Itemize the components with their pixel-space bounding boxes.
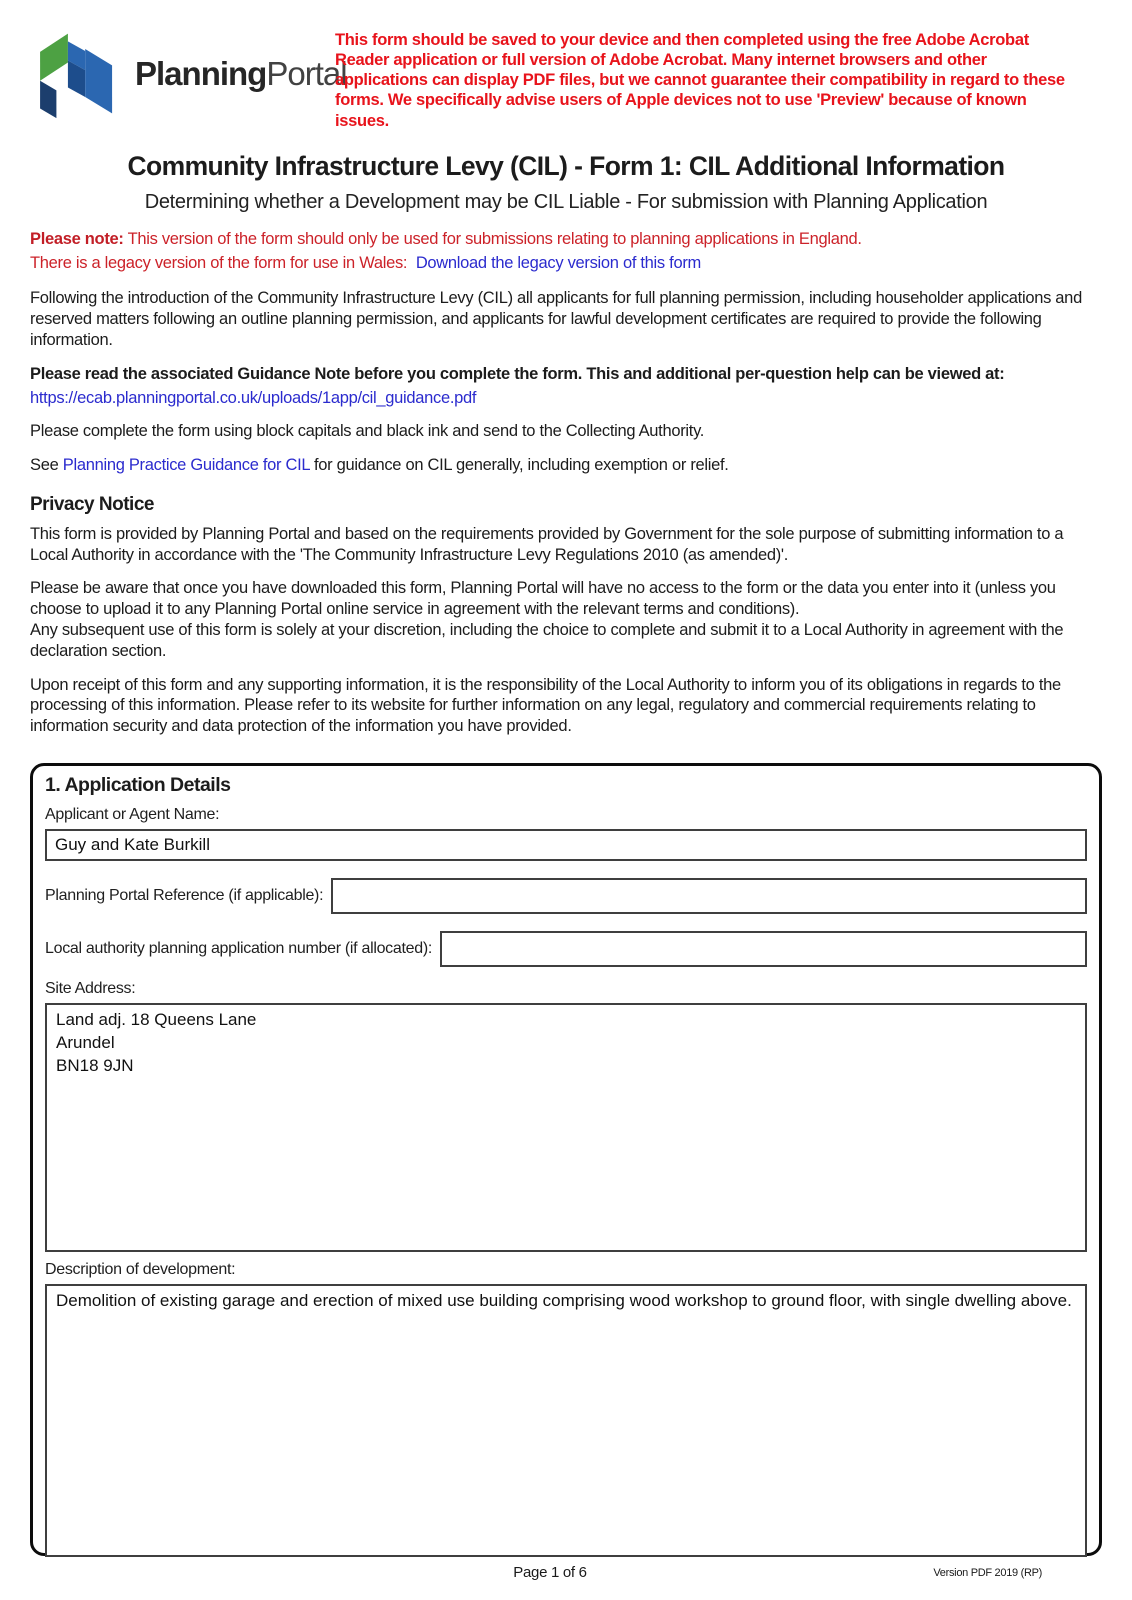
intro-copy — [30, 288, 1100, 736]
privacy-paragraph-2 — [30, 578, 1100, 661]
site-address-textarea[interactable] — [45, 1003, 1087, 1252]
planning-portal-logo — [35, 26, 347, 122]
please-note-line2 — [30, 252, 1102, 276]
privacy-p2-line1: Please be aware that once you have downloaded this form, Planning Portal will have no access to the form or the data you enter into it (unless you choose to upload it to any Planning Portal online service in agreement with the relevant terms and conditions). — [30, 579, 1056, 619]
site-address-label: Site Address: — [45, 980, 136, 997]
pp-reference-label: Planning Portal Reference (if applicable): — [45, 887, 324, 904]
block-capitals-text: Please complete the form using block capitals and black ink and send to the Collecting Authority. — [30, 422, 705, 441]
privacy-paragraph-3: Upon receipt of this form and any supporting information, it is the responsibility of the Local Authority to inform you of its obligations in regards to the processing of this information. Please refer to its website for further information on any legal, regulatory and commercial requirements relating to information security and data protection of the information you have provided. — [30, 675, 1061, 736]
please-note-label: Please note: — [30, 229, 124, 248]
please-note-text: This version of the form should only be used for submissions relating to planning applications in England. — [123, 229, 862, 248]
version-label: Version PDF 2019 (RP) — [933, 1567, 1042, 1579]
please-note-line1 — [30, 228, 1102, 252]
guidance-note-text: Please read the associated Guidance Note before you complete the form. This and additional per-question help can be viewed at: — [30, 364, 1005, 383]
la-number-input[interactable] — [440, 931, 1087, 967]
wordmark-planning: Planning — [135, 55, 267, 92]
page-number: Page 1 of 6 — [513, 1564, 587, 1581]
pp-reference-input[interactable] — [331, 878, 1087, 914]
planning-portal-wordmark — [135, 55, 347, 93]
privacy-notice-heading: Privacy Notice — [30, 493, 154, 515]
form-subtitle: Determining whether a Development may be CIL Liable - For submission with Planning Application — [144, 190, 988, 213]
section1-heading: 1. Application Details — [45, 774, 231, 796]
wales-text: There is a legacy version of the form for use in Wales: — [30, 253, 408, 272]
guidance-url-link[interactable]: https://ecab.planningportal.co.uk/uploads/1app/cil_guidance.pdf — [30, 388, 477, 407]
privacy-paragraph-1: This form is provided by Planning Portal and based on the requirements provided by Government for the sole purpose of submitting information to a Local Authority in accordance with the 'The Community Infrastructure Levy Regulations 2010 (as amended)'. — [30, 524, 1064, 564]
see-guidance-line — [30, 455, 1100, 476]
page-header — [0, 0, 1132, 131]
planning-portal-logo-icon — [35, 26, 121, 122]
page-footer — [30, 1564, 1070, 1584]
planning-practice-guidance-link[interactable]: Planning Practice Guidance for CIL — [62, 456, 310, 475]
description-label: Description of development: — [45, 1261, 236, 1278]
legacy-form-link[interactable]: Download the legacy version of this form — [415, 253, 701, 272]
applicant-name-input[interactable] — [45, 829, 1087, 861]
pp-reference-row — [45, 878, 1087, 914]
applicant-name-label: Applicant or Agent Name: — [45, 806, 220, 823]
see-suffix: for guidance on CIL generally, including exemption or relief. — [309, 456, 729, 475]
description-textarea[interactable] — [45, 1284, 1087, 1557]
la-number-row — [45, 931, 1087, 967]
la-number-label: Local authority planning application number (if allocated): — [45, 940, 432, 957]
see-prefix: See — [30, 456, 63, 475]
form-title: Community Infrastructure Levy (CIL) - Form 1: CIL Additional Information — [127, 150, 1005, 181]
intro-paragraph: Following the introduction of the Community Infrastructure Levy (CIL) all applicants for full planning permission, including householder applications and reserved matters following an outline planning permission, and applicants for lawful development certificates are required to provide the following information. — [30, 289, 1082, 350]
please-note — [30, 228, 1102, 276]
application-details-section — [30, 763, 1102, 1556]
wordmark-portal: Portal — [266, 55, 347, 92]
adobe-warning-text: This form should be saved to your device and then completed using the free Adobe Acrobat Reader application or full version of Adobe Acrobat. Many internet browsers and other applications can display PDF files, but we cannot guarantee their compatibility in regard to these forms. We specifically advise users of Apple devices not to use 'Preview' because of known issues. — [335, 31, 1065, 130]
privacy-p2-line2: Any subsequent use of this form is solely at your discretion, including the choice to complete and submit it to a Local Authority in agreement with the declaration section. — [30, 621, 1064, 660]
